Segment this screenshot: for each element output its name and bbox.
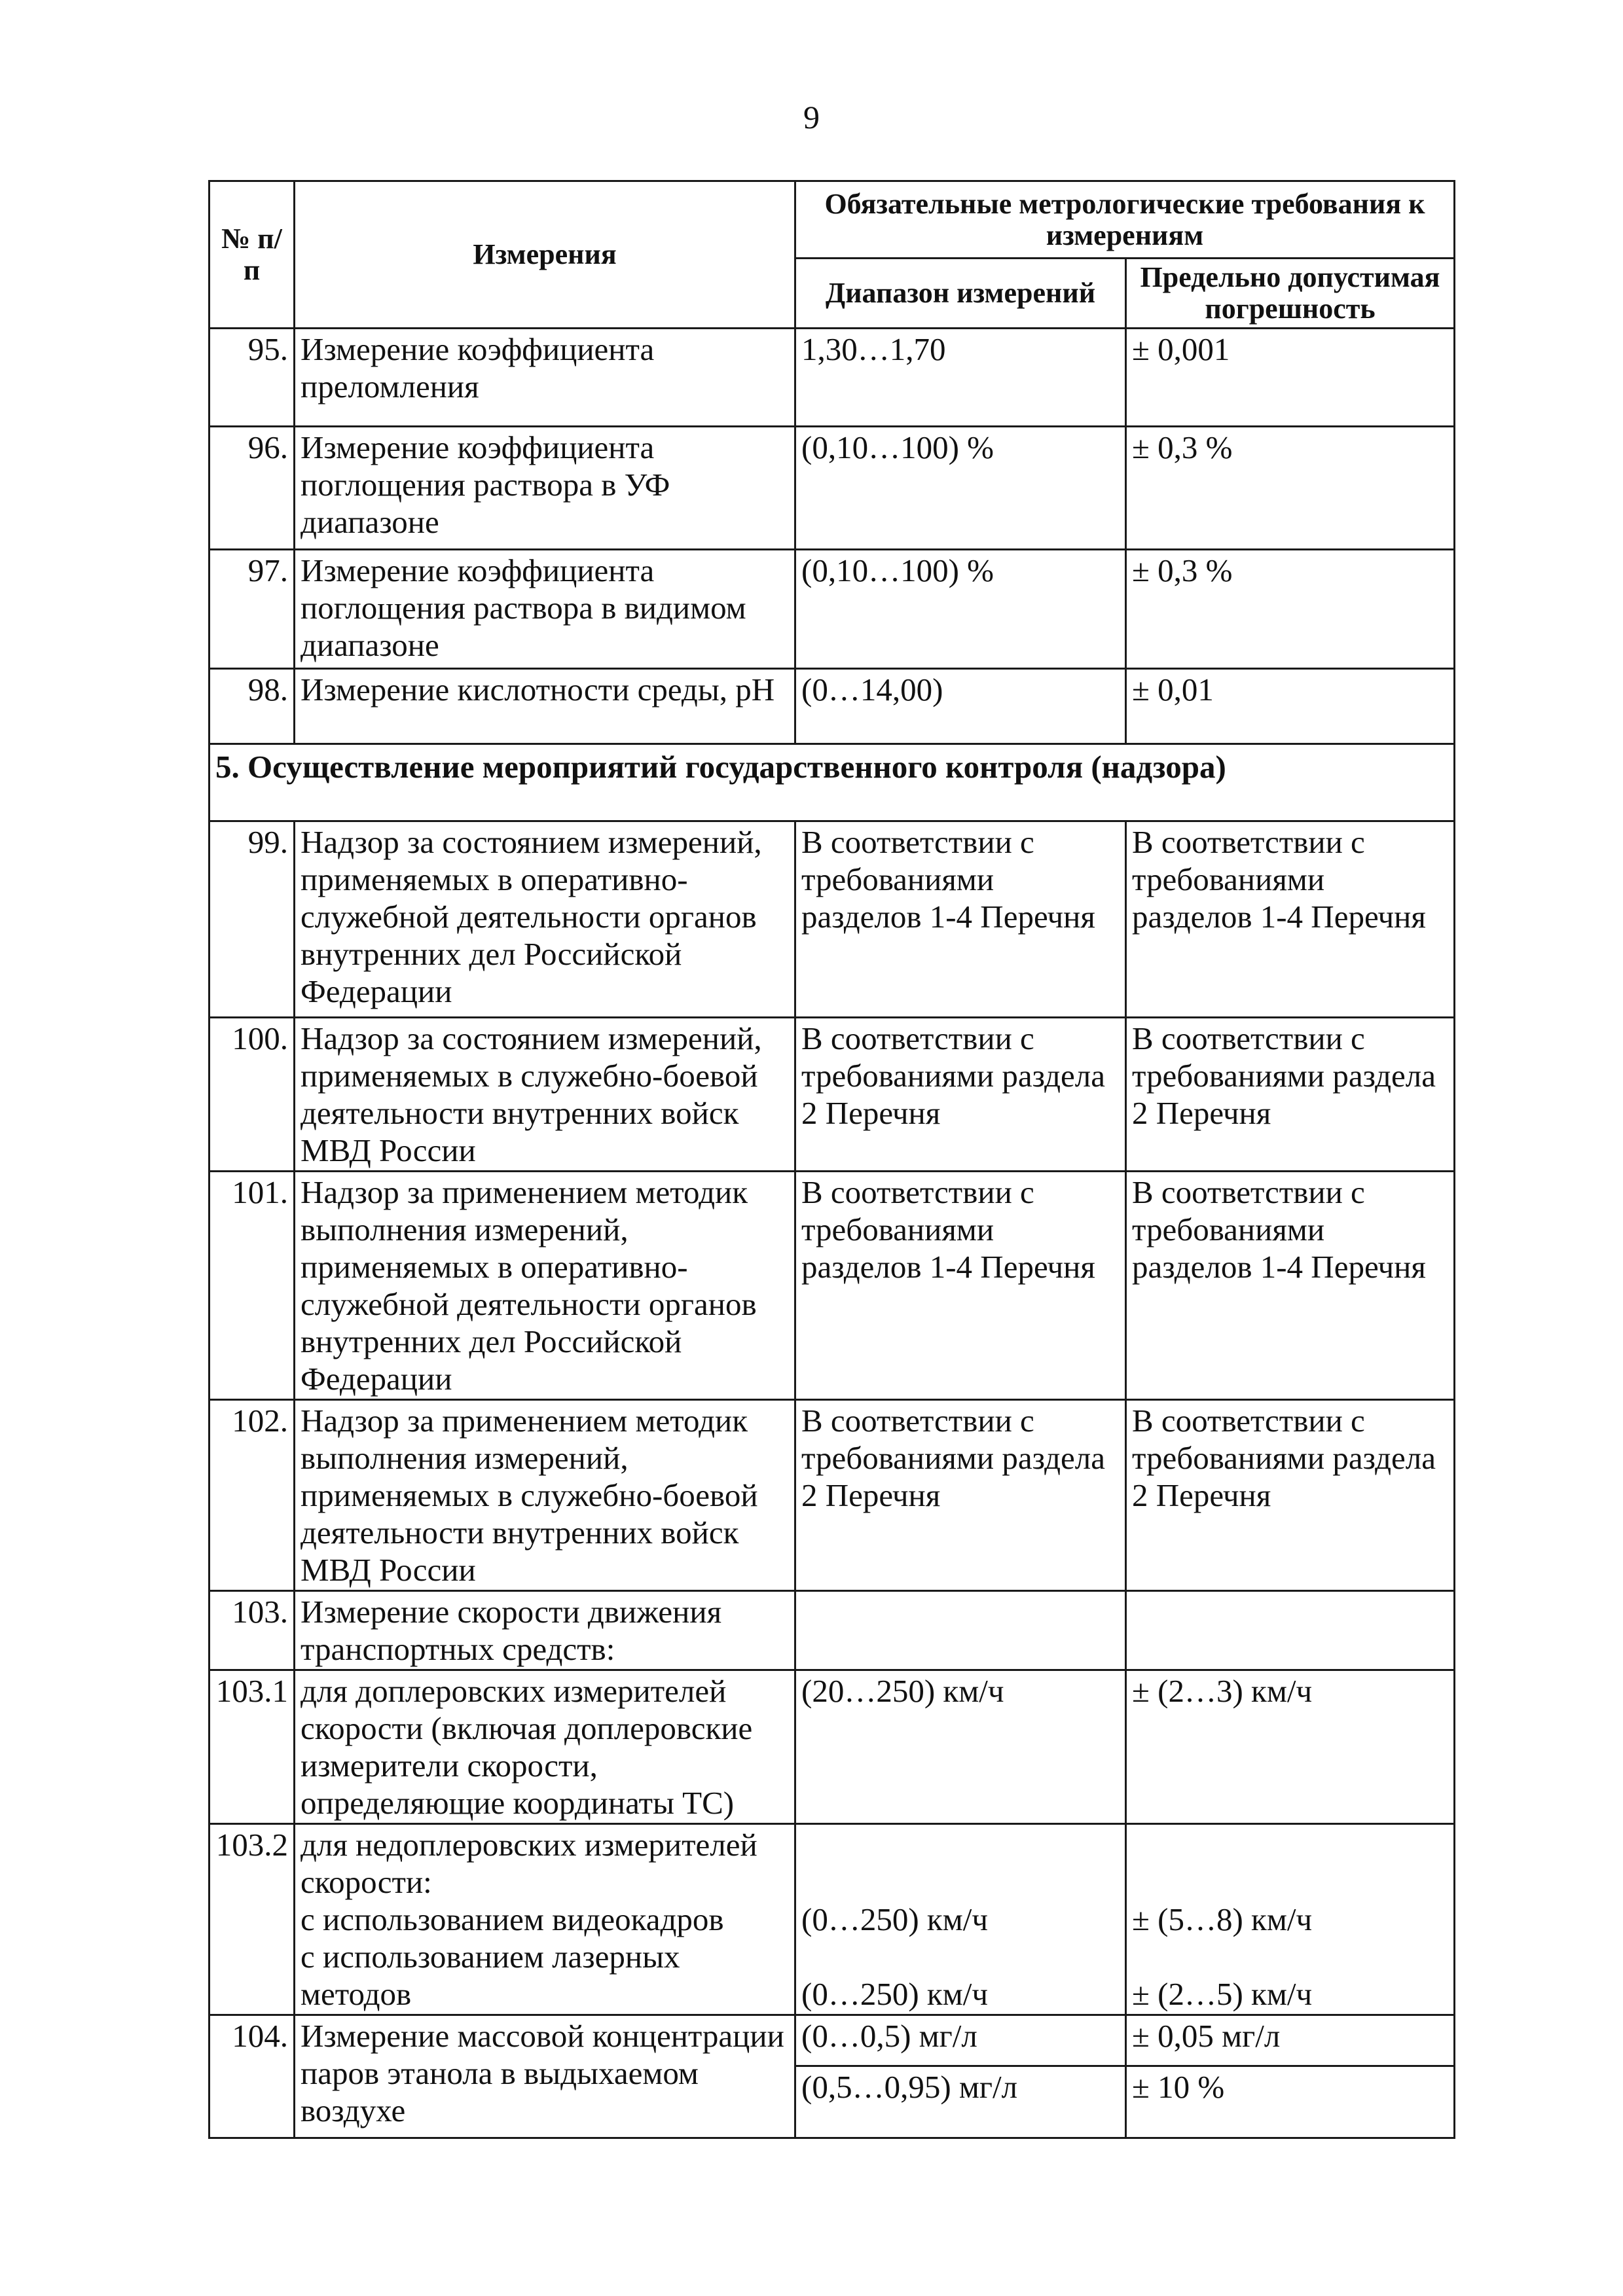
row-measurement: Измерение массовой концентрации паров этанола в выдыхаемом воздухе <box>295 2015 795 2138</box>
row-range: (0,10…100) % <box>795 550 1126 669</box>
row-measurement: для доплеровских измерителей скорости (включая доплеровские измерители скорости, определяющие координаты ТС) <box>295 1670 795 1824</box>
measurement-requirements-table <box>208 180 1455 2139</box>
row-number: 100. <box>210 1018 295 1172</box>
row-range: (0…14,00) <box>795 669 1126 744</box>
table-row <box>210 2015 1455 2066</box>
table-row <box>210 1018 1455 1172</box>
row-error: В соответствии с требованиями разделов 1-4 Перечня <box>1126 1172 1455 1400</box>
row-range: В соответствии с требованиями разделов 1-4 Перечня <box>795 1172 1126 1400</box>
row-range: (0,5…0,95) мг/л <box>795 2066 1126 2138</box>
row-range: (20…250) км/ч <box>795 1670 1126 1824</box>
table-row <box>210 1824 1455 2015</box>
row-range-video: (0…250) км/ч <box>801 1901 988 1937</box>
row-number: 101. <box>210 1172 295 1400</box>
row-number: 103.1 <box>210 1670 295 1824</box>
row-measurement: Измерение коэффициента поглощения раствора в УФ диапазоне <box>295 427 795 550</box>
row-number: 102. <box>210 1400 295 1591</box>
row-number: 97. <box>210 550 295 669</box>
table-row <box>210 669 1455 744</box>
row-range-laser: (0…250) км/ч <box>801 1976 988 2012</box>
row-measurement: Измерение коэффициента поглощения раствора в видимом диапазоне <box>295 550 795 669</box>
header-measurement: Измерения <box>295 181 795 329</box>
row-number: 103.2 <box>210 1824 295 2015</box>
row-measurement: Измерение скорости движения транспортных средств: <box>295 1591 795 1670</box>
row-number: 98. <box>210 669 295 744</box>
row-measurement-intro: для недоплеровских измерителей скорости: <box>301 1827 757 1900</box>
row-range <box>795 1824 1126 2015</box>
row-measurement: Надзор за применением методик выполнения измерений, применяемых в служебно-боевой деятельности внутренних войск МВД России <box>295 1400 795 1591</box>
row-error: В соответствии с требованиями разделов 1-4 Перечня <box>1126 821 1455 1018</box>
table-row <box>210 329 1455 427</box>
row-number: 103. <box>210 1591 295 1670</box>
row-measurement: Надзор за применением методик выполнения измерений, применяемых в оперативно-служебной деятельности органов внутренних дел Российской Федерации <box>295 1172 795 1400</box>
row-measurement: Измерение кислотности среды, pH <box>295 669 795 744</box>
row-error: ± 10 % <box>1126 2066 1455 2138</box>
row-error: В соответствии с требованиями раздела 2 Перечня <box>1126 1018 1455 1172</box>
section-row <box>210 744 1455 821</box>
row-measurement-video: с использованием видеокадров <box>301 1901 724 1937</box>
row-error: ± 0,001 <box>1126 329 1455 427</box>
row-error: ± 0,01 <box>1126 669 1455 744</box>
row-range: 1,30…1,70 <box>795 329 1126 427</box>
row-range: (0,10…100) % <box>795 427 1126 550</box>
row-number: 99. <box>210 821 295 1018</box>
row-range: В соответствии с требованиями раздела 2 Перечня <box>795 1400 1126 1591</box>
header-error: Предельно допустимая погрешность <box>1126 259 1455 329</box>
table-row <box>210 1670 1455 1824</box>
row-measurement: Надзор за состоянием измерений, применяемых в служебно-боевой деятельности внутренних войск МВД России <box>295 1018 795 1172</box>
row-error-laser: ± (2…5) км/ч <box>1132 1976 1313 2012</box>
page-number: 9 <box>803 99 820 135</box>
row-range: В соответствии с требованиями разделов 1-4 Перечня <box>795 821 1126 1018</box>
row-range: В соответствии с требованиями раздела 2 Перечня <box>795 1018 1126 1172</box>
row-error <box>1126 1591 1455 1670</box>
row-error: В соответствии с требованиями раздела 2 Перечня <box>1126 1400 1455 1591</box>
header-range: Диапазон измерений <box>795 259 1126 329</box>
table-row <box>210 1591 1455 1670</box>
row-error <box>1126 1824 1455 2015</box>
row-range <box>795 1591 1126 1670</box>
row-measurement-laser: с использованием лазерных методов <box>301 1939 680 2012</box>
row-error-video: ± (5…8) км/ч <box>1132 1901 1313 1937</box>
row-number: 96. <box>210 427 295 550</box>
row-range: (0…0,5) мг/л <box>795 2015 1126 2066</box>
row-error: ± (2…3) км/ч <box>1126 1670 1455 1824</box>
row-number: 95. <box>210 329 295 427</box>
row-measurement: Измерение коэффициента преломления <box>295 329 795 427</box>
row-error: ± 0,05 мг/л <box>1126 2015 1455 2066</box>
row-error: ± 0,3 % <box>1126 550 1455 669</box>
row-measurement: Надзор за состоянием измерений, применяемых в оперативно-служебной деятельности органов внутренних дел Российской Федерации <box>295 821 795 1018</box>
table-row <box>210 550 1455 669</box>
section-title: 5. Осуществление мероприятий государственного контроля (надзора) <box>210 744 1455 821</box>
row-error: ± 0,3 % <box>1126 427 1455 550</box>
header-requirements: Обязательные метрологические требования к измерениям <box>795 181 1455 259</box>
table-row <box>210 821 1455 1018</box>
row-measurement <box>295 1824 795 2015</box>
table-row <box>210 427 1455 550</box>
table-row <box>210 1400 1455 1591</box>
row-number: 104. <box>210 2015 295 2138</box>
header-number: № п/п <box>210 181 295 329</box>
table-row <box>210 1172 1455 1400</box>
